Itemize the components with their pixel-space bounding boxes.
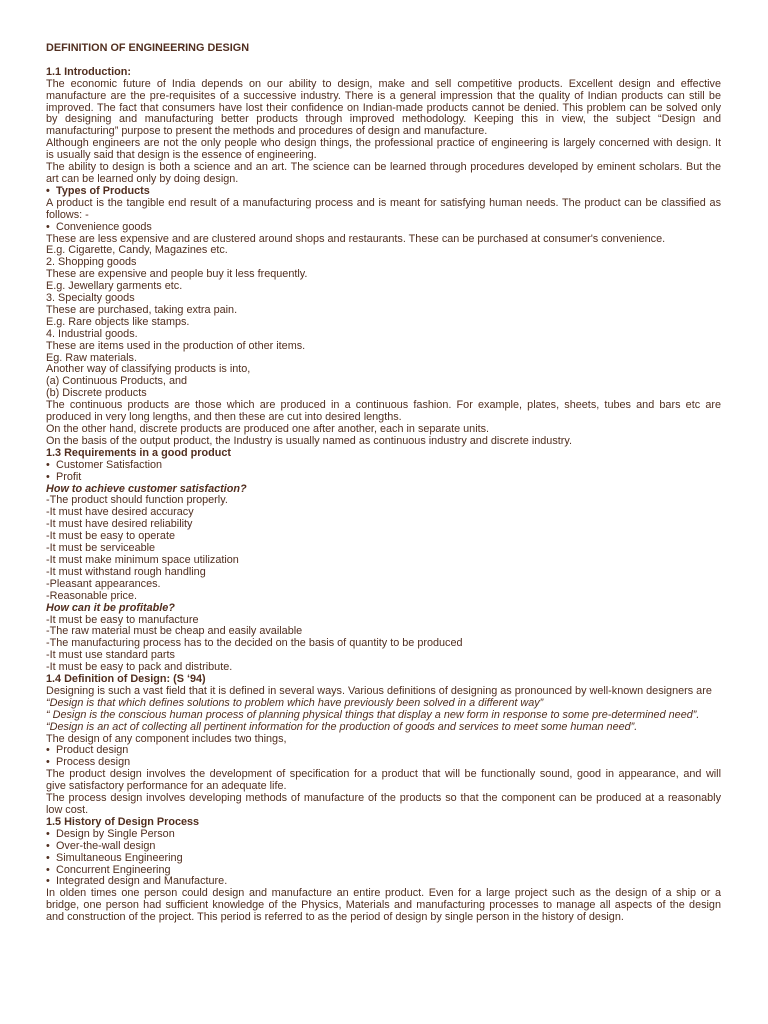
paragraph-line: produced in very long lengths, and then these are cut into desired lengths. bbox=[46, 411, 402, 424]
paragraph bbox=[46, 793, 721, 817]
product-class-example: E.g. Cigarette, Candy, Magazines etc. bbox=[46, 244, 228, 257]
product-class-description: These are expensive and people buy it less frequently. bbox=[46, 268, 308, 281]
point-line: -The product should function properly. bbox=[46, 494, 228, 507]
point-line: -It must be easy to manufacture bbox=[46, 613, 199, 626]
section-heading: 1.3 Requirements in a good product bbox=[46, 446, 231, 459]
paragraph-line: The continuous products are those which are produced in a continuous fashion. For example, plates, sheets, tubes and bars etc are bbox=[46, 399, 721, 412]
product-class-name bbox=[46, 222, 721, 234]
paragraph-line: follows: - bbox=[46, 208, 89, 221]
paragraph-line: give satisfactory performance for an adequate life. bbox=[46, 780, 287, 793]
list-item bbox=[46, 472, 721, 484]
classification-lead: Another way of classifying products is into, bbox=[46, 363, 251, 376]
paragraph-line: In olden times one person could design and manufacture an entire product. Even for a large project such as the design of a ship or a bbox=[46, 887, 721, 900]
product-class-description: These are less expensive and are clustered around shops and restaurants. These can be purchased at consumer's convenience. bbox=[46, 232, 666, 245]
section-heading: 1.5 History of Design Process bbox=[46, 815, 200, 828]
paragraph bbox=[46, 198, 721, 222]
point-line: -The manufacturing process has to the decided on the basis of quantity to be produced bbox=[46, 637, 463, 650]
document-body bbox=[46, 43, 721, 924]
paragraph bbox=[46, 79, 721, 139]
paragraph-line: by designing and manufacturing better products through improved methodology. Keeping this in view, the subject “Design and bbox=[46, 113, 721, 126]
product-class-description: These are purchased, taking extra pain. bbox=[46, 303, 238, 316]
paragraph-line: improved. The fact that consumers have lost their confidence on Indian-made products cannot be denied. This problem can be solved only bbox=[46, 101, 721, 114]
product-class-name-text: Convenience goods bbox=[56, 220, 152, 233]
point-line: -It must be serviceable bbox=[46, 542, 156, 555]
list-item-text: Integrated design and Manufacture. bbox=[56, 875, 228, 888]
paragraph bbox=[46, 162, 721, 186]
list-item-text: Profit bbox=[56, 470, 82, 483]
paragraph-line: low cost. bbox=[46, 804, 89, 816]
paragraph-line: The economic future of India depends on our ability to design, make and sell competitive products. Excellent design and effective bbox=[46, 77, 721, 90]
subsection-heading bbox=[46, 186, 721, 198]
bullet: • bbox=[46, 756, 50, 769]
product-class-example: E.g. Jewellary garments etc. bbox=[46, 280, 183, 293]
product-class-description: These are items used in the production of other items. bbox=[46, 339, 306, 352]
bullet: • bbox=[46, 184, 50, 197]
paragraph-line: A product is the tangible end result of a manufacturing process and is meant for satisfying human needs. The product can be classified as bbox=[46, 196, 721, 209]
paragraph-line: art can be learned only by doing design. bbox=[46, 172, 239, 185]
section-types-of-products bbox=[46, 186, 721, 448]
paragraph-line: is usually said that design is the essence of engineering. bbox=[46, 149, 317, 162]
list-item-text: Design by Single Person bbox=[56, 827, 175, 840]
bullet: • bbox=[46, 851, 50, 864]
list-item-text: Customer Satisfaction bbox=[56, 458, 163, 471]
product-class-name: 4. Industrial goods. bbox=[46, 327, 138, 340]
paragraph bbox=[46, 769, 721, 793]
product-class-example: Eg. Raw materials. bbox=[46, 351, 137, 364]
bullet: • bbox=[46, 470, 50, 483]
paragraph bbox=[46, 400, 721, 424]
list-item bbox=[46, 745, 721, 757]
product-class-example: E.g. Rare objects like stamps. bbox=[46, 315, 190, 328]
paragraph bbox=[46, 888, 721, 924]
classification-option: (a) Continuous Products, and bbox=[46, 375, 188, 388]
bullet: • bbox=[46, 827, 50, 840]
list-item bbox=[46, 460, 721, 472]
definition-quote: “Design is that which defines solutions to problem which have previously been solved in a different way” bbox=[46, 696, 544, 709]
point-line: -It must use standard parts bbox=[46, 649, 175, 662]
paragraph-line: manufacturing” purpose to present the methods and procedures of design and manufacture. bbox=[46, 125, 488, 138]
point-line: -Reasonable price. bbox=[46, 589, 138, 602]
point-line: -It must have desired accuracy bbox=[46, 506, 194, 519]
definition-quote: “ Design is the conscious human process of planning physical things that display a new form in response to some pre-determined need”. bbox=[46, 708, 700, 721]
bullet: • bbox=[46, 839, 50, 852]
bullet: • bbox=[46, 863, 50, 876]
paragraph bbox=[46, 138, 721, 162]
question-heading: How can it be profitable? bbox=[46, 601, 175, 614]
paragraph-line: and construction of the project. This period is referred to as the period of design by single person in the history of design. bbox=[46, 911, 624, 924]
section-introduction bbox=[46, 67, 721, 186]
paragraph-line: On the other hand, discrete products are produced one after another, each in separate units. bbox=[46, 423, 490, 435]
classification-option: (b) Discrete products bbox=[46, 387, 147, 400]
point-line: -It must have desired reliability bbox=[46, 518, 193, 531]
paragraph-line: bridge, one person had sufficient knowledge of the Physics, Materials and manufacturing processes to manage all aspects of the design bbox=[46, 899, 721, 912]
point-line: -It must be easy to pack and distribute. bbox=[46, 661, 233, 674]
subsection-heading-text: Types of Products bbox=[56, 184, 150, 197]
point-line: -Pleasant appearances. bbox=[46, 577, 161, 590]
section-definition-of-design bbox=[46, 674, 721, 817]
paragraph-line: The process design involves developing methods of manufacture of the products so that the component can be produced at a reasonably bbox=[46, 792, 721, 805]
paragraph-line: The design of any component includes two things, bbox=[46, 732, 287, 745]
section-heading: 1.4 Definition of Design: (S ‘94) bbox=[46, 673, 206, 686]
point-line: -It must be easy to operate bbox=[46, 530, 175, 543]
product-class-name: 2. Shopping goods bbox=[46, 256, 137, 269]
list-item-text: Process design bbox=[56, 756, 131, 769]
list-item-text: Product design bbox=[56, 744, 129, 757]
section-heading: 1.1 Introduction: bbox=[46, 65, 131, 78]
bullet: • bbox=[46, 744, 50, 757]
blank-line bbox=[46, 55, 721, 67]
point-line: -It must withstand rough handling bbox=[46, 565, 206, 578]
paragraph-line: The product design involves the development of specification for a product that will be functionally sound, good in appearance, and will bbox=[46, 768, 721, 781]
question-heading: How to achieve customer satisfaction? bbox=[46, 482, 247, 495]
paragraph-line: On the basis of the output product, the Industry is usually named as continuous industry and discrete industry. bbox=[46, 434, 573, 447]
paragraph-line: The ability to design is both a science and an art. The science can be learned through procedures developed by eminent scholars. But the bbox=[46, 161, 721, 174]
section-history bbox=[46, 817, 721, 924]
paragraph-line: Designing is such a vast field that it is defined in several ways. Various definitions of designing as pronounced by well-known designers are bbox=[46, 684, 712, 697]
list-item-text: Simultaneous Engineering bbox=[56, 851, 183, 864]
point-line: -It must make minimum space utilization bbox=[46, 553, 239, 566]
bullet: • bbox=[46, 875, 50, 888]
paragraph-line: manufacture are the pre-requisites of a successive industry. There is a general impression that the quality of Indian products can still be bbox=[46, 89, 721, 102]
bullet: • bbox=[46, 458, 50, 471]
definition-quote: “Design is an act of collecting all pertinent information for the production of goods and services to meet some human need”. bbox=[46, 720, 638, 733]
section-requirements bbox=[46, 448, 721, 674]
product-class-name: 3. Specialty goods bbox=[46, 292, 135, 305]
bullet: • bbox=[46, 220, 50, 233]
document-title: DEFINITION OF ENGINEERING DESIGN bbox=[46, 42, 250, 54]
paragraph-line: Although engineers are not the only people who design things, the professional practice of engineering is largely concerned with design. It bbox=[46, 137, 721, 150]
list-item-text: Concurrent Engineering bbox=[56, 863, 171, 876]
point-line: -The raw material must be cheap and easily available bbox=[46, 625, 303, 638]
list-item-text: Over-the-wall design bbox=[56, 839, 156, 852]
